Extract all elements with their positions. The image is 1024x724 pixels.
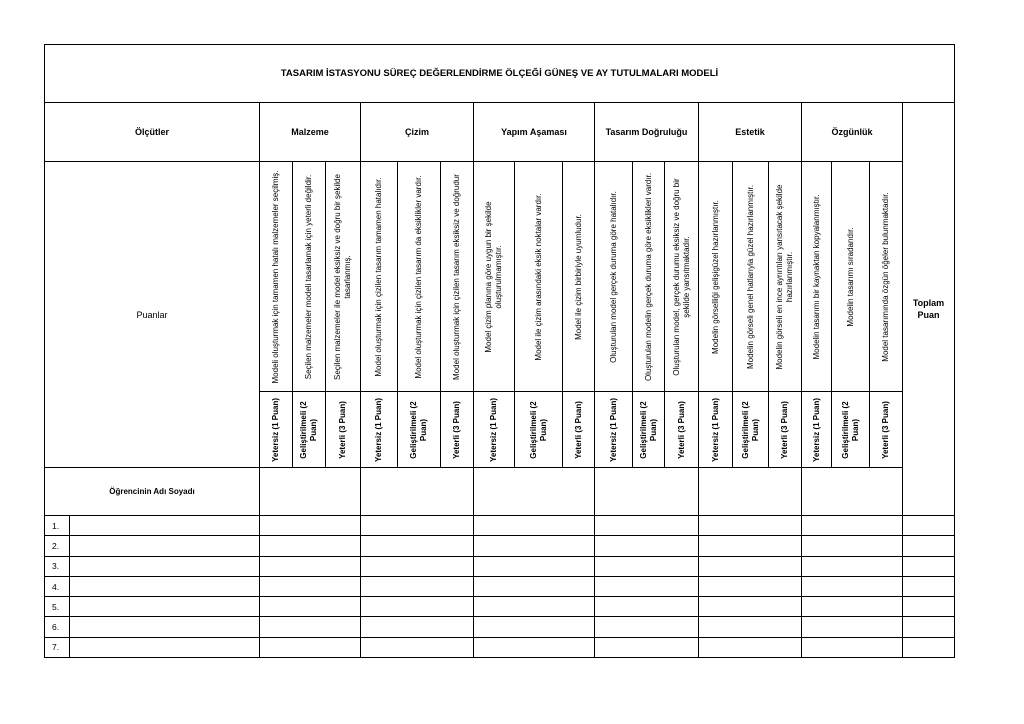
score-cell[interactable] bbox=[802, 597, 903, 617]
category-score-cell[interactable] bbox=[361, 468, 474, 516]
criterion-cell bbox=[665, 162, 699, 392]
row-number: 3. bbox=[45, 556, 70, 576]
criterion-cell bbox=[398, 162, 441, 392]
student-name-cell[interactable] bbox=[70, 516, 260, 536]
criterion-cell bbox=[832, 162, 870, 392]
level-cell bbox=[595, 392, 633, 468]
level-cell bbox=[260, 392, 293, 468]
criterion-text: Modeli oluşturmak için tamamen hatalı malzemeler seçilmiş. bbox=[271, 170, 280, 383]
level-cell bbox=[633, 392, 665, 468]
score-cell[interactable] bbox=[260, 576, 361, 596]
level-cell bbox=[665, 392, 699, 468]
row-number: 1. bbox=[45, 516, 70, 536]
points-label: Puanlar bbox=[45, 162, 260, 468]
category-header: Yapım Aşaması bbox=[474, 103, 595, 162]
row-number: 6. bbox=[45, 617, 70, 637]
level-cell bbox=[361, 392, 398, 468]
level-cell bbox=[398, 392, 441, 468]
score-cell[interactable] bbox=[361, 617, 474, 637]
score-cell[interactable] bbox=[260, 556, 361, 576]
level-label: Yeterli (3 Puan) bbox=[338, 400, 347, 459]
total-score-cell[interactable] bbox=[903, 536, 955, 556]
level-cell bbox=[832, 392, 870, 468]
level-cell bbox=[769, 392, 802, 468]
level-label: Yetersiz (1 Puan) bbox=[489, 397, 498, 462]
category-header: Çizim bbox=[361, 103, 474, 162]
score-cell[interactable] bbox=[260, 637, 361, 657]
category-score-cell[interactable] bbox=[260, 468, 361, 516]
student-header-row bbox=[45, 468, 955, 516]
criterion-cell bbox=[441, 162, 474, 392]
level-label: Geliştirilmeli (2 Puan) bbox=[528, 400, 548, 459]
score-cell[interactable] bbox=[595, 536, 699, 556]
row-number: 2. bbox=[45, 536, 70, 556]
score-cell[interactable] bbox=[595, 576, 699, 596]
criterion-text: Model çizim planına göre uygun bir şekilde oluşturulmamıştır. bbox=[484, 200, 503, 353]
student-row bbox=[45, 597, 955, 617]
score-cell[interactable] bbox=[802, 536, 903, 556]
category-score-cell[interactable] bbox=[595, 468, 699, 516]
student-row bbox=[45, 617, 955, 637]
student-name-cell[interactable] bbox=[70, 536, 260, 556]
criterion-cell bbox=[699, 162, 733, 392]
criterion-text: Model oluşturmak için çizilen tasarım da eksiklikler vardır. bbox=[414, 174, 423, 379]
score-cell[interactable] bbox=[474, 637, 595, 657]
student-name-cell[interactable] bbox=[70, 576, 260, 596]
score-cell[interactable] bbox=[260, 516, 361, 536]
student-row bbox=[45, 516, 955, 536]
criterion-cell bbox=[515, 162, 563, 392]
level-cell bbox=[563, 392, 595, 468]
criterion-cell bbox=[361, 162, 398, 392]
score-cell[interactable] bbox=[595, 637, 699, 657]
student-name-cell[interactable] bbox=[70, 556, 260, 576]
student-row bbox=[45, 556, 955, 576]
score-cell[interactable] bbox=[474, 617, 595, 637]
score-cell[interactable] bbox=[699, 556, 802, 576]
criterion-cell bbox=[802, 162, 832, 392]
score-cell[interactable] bbox=[802, 617, 903, 637]
criterion-text: Seçilen malzemeler modeli tasarlamak için yeterli değildir. bbox=[304, 174, 313, 379]
criterion-cell bbox=[326, 162, 361, 392]
total-score-header: Toplam Puan bbox=[903, 103, 955, 516]
row-number: 5. bbox=[45, 597, 70, 617]
criterion-text: Oluşturulan model, gerçek durumu eksiksiz ve doğru bir şekilde yansıtmaktadır. bbox=[671, 177, 691, 376]
total-score-cell[interactable] bbox=[903, 516, 955, 536]
criterion-text: Seçilen malzemeler ile model eksiksiz ve doğru bir şekilde tasarlanmış. bbox=[333, 173, 352, 380]
total-score-cell[interactable] bbox=[903, 617, 955, 637]
level-label: Yeterli (3 Puan) bbox=[881, 400, 890, 459]
criterion-text: Modelin tasarımı bir kaynaktan kopyalanmıştır. bbox=[811, 194, 821, 359]
score-cell[interactable] bbox=[699, 536, 802, 556]
criterion-cell bbox=[870, 162, 903, 392]
score-cell[interactable] bbox=[802, 637, 903, 657]
score-cell[interactable] bbox=[474, 556, 595, 576]
level-label: Geliştirilmeli (2 Puan) bbox=[638, 400, 658, 459]
rubric-table bbox=[44, 44, 955, 658]
student-name-header: Öğrencinin Adı Soyadı bbox=[45, 468, 260, 516]
criterion-text: Model oluşturmak için çizilen tasarım eksiksiz ve doğrudur bbox=[452, 173, 461, 380]
criteria-row bbox=[45, 162, 955, 392]
criterion-cell bbox=[595, 162, 633, 392]
criterion-text: Model ile çizim birbiriyle uyumludur. bbox=[573, 213, 583, 340]
score-cell[interactable] bbox=[474, 597, 595, 617]
criterion-text: Model ile çizim arasındaki eksik noktalar vardır. bbox=[533, 192, 543, 361]
student-row bbox=[45, 536, 955, 556]
level-label: Geliştirilmeli (2 Puan) bbox=[840, 400, 860, 459]
score-cell[interactable] bbox=[260, 597, 361, 617]
score-cell[interactable] bbox=[260, 617, 361, 637]
level-label: Yetersiz (1 Puan) bbox=[374, 397, 383, 462]
score-cell[interactable] bbox=[260, 536, 361, 556]
criterion-cell bbox=[293, 162, 326, 392]
score-cell[interactable] bbox=[595, 597, 699, 617]
level-cell bbox=[733, 392, 769, 468]
category-header: Özgünlük bbox=[802, 103, 903, 162]
level-cell bbox=[326, 392, 361, 468]
criterion-cell bbox=[733, 162, 769, 392]
level-label: Yeterli (3 Puan) bbox=[452, 400, 461, 459]
score-cell[interactable] bbox=[361, 637, 474, 657]
level-label: Geliştirilmeli (2 Puan) bbox=[299, 400, 318, 459]
score-cell[interactable] bbox=[361, 556, 474, 576]
level-label: Yetersiz (1 Puan) bbox=[710, 397, 720, 462]
criterion-cell bbox=[563, 162, 595, 392]
score-cell[interactable] bbox=[595, 617, 699, 637]
criterion-cell bbox=[769, 162, 802, 392]
total-score-cell[interactable] bbox=[903, 637, 955, 657]
criterion-cell bbox=[474, 162, 515, 392]
level-cell bbox=[870, 392, 903, 468]
level-cell bbox=[802, 392, 832, 468]
level-label: Yeterli (3 Puan) bbox=[676, 400, 686, 459]
total-score-cell[interactable] bbox=[903, 576, 955, 596]
score-cell[interactable] bbox=[474, 536, 595, 556]
criterion-cell bbox=[260, 162, 293, 392]
category-header: Malzeme bbox=[260, 103, 361, 162]
criteria-header: Ölçütler bbox=[45, 103, 260, 162]
score-cell[interactable] bbox=[595, 556, 699, 576]
score-cell[interactable] bbox=[699, 637, 802, 657]
criterion-text: Modelin tasarımı sıradandır. bbox=[845, 226, 855, 327]
level-cell bbox=[515, 392, 563, 468]
student-name-cell[interactable] bbox=[70, 637, 260, 657]
level-label: Yetersiz (1 Puan) bbox=[608, 397, 618, 462]
level-label: Geliştirilmeli (2 Puan) bbox=[740, 400, 760, 459]
score-cell[interactable] bbox=[361, 597, 474, 617]
category-header-row bbox=[45, 103, 955, 162]
criterion-text: Modelin görselliği gelişigüzel hazırlanmıştır. bbox=[710, 199, 720, 354]
level-cell bbox=[699, 392, 733, 468]
score-cell[interactable] bbox=[699, 617, 802, 637]
score-cell[interactable] bbox=[699, 576, 802, 596]
level-cell bbox=[441, 392, 474, 468]
total-score-cell[interactable] bbox=[903, 556, 955, 576]
level-cell bbox=[474, 392, 515, 468]
title-row bbox=[45, 45, 955, 103]
score-cell[interactable] bbox=[361, 536, 474, 556]
category-header: Estetik bbox=[699, 103, 802, 162]
score-cell[interactable] bbox=[595, 516, 699, 536]
score-cell[interactable] bbox=[802, 516, 903, 536]
row-number: 4. bbox=[45, 576, 70, 596]
row-number: 7. bbox=[45, 637, 70, 657]
criterion-text: Oluşturulan model gerçek duruma göre hatalıdır. bbox=[608, 190, 618, 363]
criterion-text: Model oluşturmak için çizilen tasarım tamamen hatalıdır. bbox=[374, 176, 383, 377]
level-label: Geliştirilmeli (2 Puan) bbox=[409, 400, 428, 459]
criterion-text: Modelin görseli genel hatlarıyla güzel hazırlanmıştır. bbox=[745, 184, 755, 369]
criterion-cell bbox=[633, 162, 665, 392]
category-header: Tasarım Doğruluğu bbox=[595, 103, 699, 162]
student-name-cell[interactable] bbox=[70, 617, 260, 637]
score-cell[interactable] bbox=[474, 576, 595, 596]
student-name-cell[interactable] bbox=[70, 597, 260, 617]
category-score-cell[interactable] bbox=[802, 468, 903, 516]
score-cell[interactable] bbox=[474, 516, 595, 536]
score-cell[interactable] bbox=[699, 516, 802, 536]
criterion-text: Modelin görseli en ince ayrıntıları yansıtacak şekilde hazırlanmıştır. bbox=[775, 184, 794, 369]
student-row bbox=[45, 576, 955, 596]
level-label: Yetersiz (1 Puan) bbox=[811, 397, 821, 462]
score-cell[interactable] bbox=[802, 576, 903, 596]
level-label: Yeterli (3 Puan) bbox=[780, 400, 789, 459]
level-label: Yetersiz (1 Puan) bbox=[271, 397, 280, 462]
score-cell[interactable] bbox=[699, 597, 802, 617]
score-cell[interactable] bbox=[361, 576, 474, 596]
score-cell[interactable] bbox=[802, 556, 903, 576]
criterion-text: Model tasarımında özgün öğeler bulunmaktadır. bbox=[881, 191, 890, 362]
category-score-cell[interactable] bbox=[699, 468, 802, 516]
total-score-cell[interactable] bbox=[903, 597, 955, 617]
category-score-cell[interactable] bbox=[474, 468, 595, 516]
level-cell bbox=[293, 392, 326, 468]
student-row bbox=[45, 637, 955, 657]
level-label: Yeterli (3 Puan) bbox=[573, 400, 583, 459]
criterion-text: Oluşturulan modelin gerçek duruma göre eksiklikleri vardır. bbox=[643, 172, 653, 381]
form-title: TASARIM İSTASYONU SÜREÇ DEĞERLENDİRME ÖLÇEĞİ GÜNEŞ VE AY TUTULMALARI MODELİ bbox=[45, 45, 955, 103]
score-cell[interactable] bbox=[361, 516, 474, 536]
